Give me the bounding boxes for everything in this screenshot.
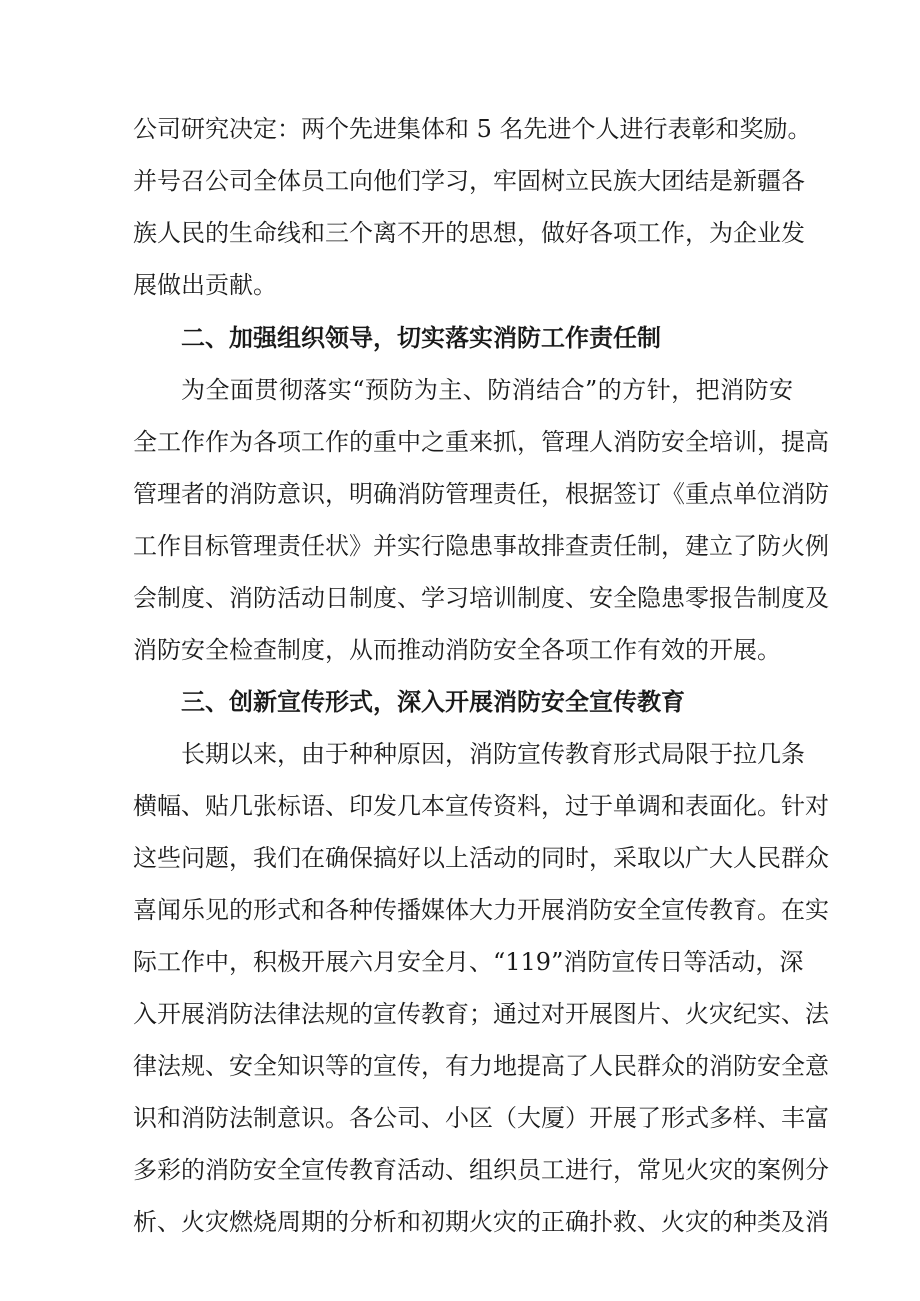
paragraph-line: 喜闻乐见的形式和各种传播媒体大力开展消防安全宣传教育。在实 [133, 896, 829, 924]
paragraph-line: 这些问题，我们在确保搞好以上活动的同时，采取以广大人民群众 [133, 844, 829, 872]
paragraph-line: 并号召公司全体员工向他们学习，牢固树立民族大团结是新疆各 [133, 167, 805, 195]
paragraph-line: 会制度、消防活动日制度、学习培训制度、安全隐患零报告制度及 [133, 584, 829, 612]
section-heading-3: 三、创新宣传形式，深入开展消防安全宣传教育 [181, 688, 685, 716]
paragraph-line: 长期以来，由于种种原因，消防宣传教育形式局限于拉几条 [181, 740, 805, 768]
paragraph-line: 析、火灾燃烧周期的分析和初期火灾的正确扑救、火灾的种类及消 [133, 1208, 829, 1236]
paragraph-line: 消防安全检查制度，从而推动消防安全各项工作有效的开展。 [133, 636, 781, 664]
section-heading-2: 二、加强组织领导，切实落实消防工作责任制 [181, 324, 661, 352]
paragraph-line: 公司研究决定：两个先进集体和 5 名先进个人进行表彰和奖励。 [133, 115, 812, 143]
paragraph-line: 族人民的生命线和三个离不开的思想，做好各项工作，为企业发 [133, 219, 805, 247]
paragraph-line: 管理者的消防意识，明确消防管理责任，根据签订《重点单位消防 [133, 480, 829, 508]
paragraph-line: 展做出贡献。 [133, 271, 277, 299]
paragraph-line: 工作目标管理责任状》并实行隐患事故排查责任制，建立了防火例 [133, 532, 829, 560]
paragraph-line: 全工作作为各项工作的重中之重来抓，管理人消防安全培训，提高 [133, 428, 829, 456]
paragraph-line: 入开展消防法律法规的宣传教育；通过对开展图片、火灾纪实、法 [133, 1000, 829, 1028]
paragraph-line: 横幅、贴几张标语、印发几本宣传资料，过于单调和表面化。针对 [133, 792, 829, 820]
paragraph-line: 多彩的消防安全宣传教育活动、组织员工进行，常见火灾的案例分 [133, 1156, 829, 1184]
paragraph-line: 际工作中，积极开展六月安全月、“119”消防宣传日等活动，深 [133, 948, 804, 976]
paragraph-line: 识和消防法制意识。各公司、小区（大厦）开展了形式多样、丰富 [133, 1104, 829, 1132]
paragraph-line: 为全面贯彻落实“预防为主、防消结合”的方针，把消防安 [181, 376, 793, 404]
paragraph-line: 律法规、安全知识等的宣传，有力地提高了人民群众的消防安全意 [133, 1052, 829, 1080]
